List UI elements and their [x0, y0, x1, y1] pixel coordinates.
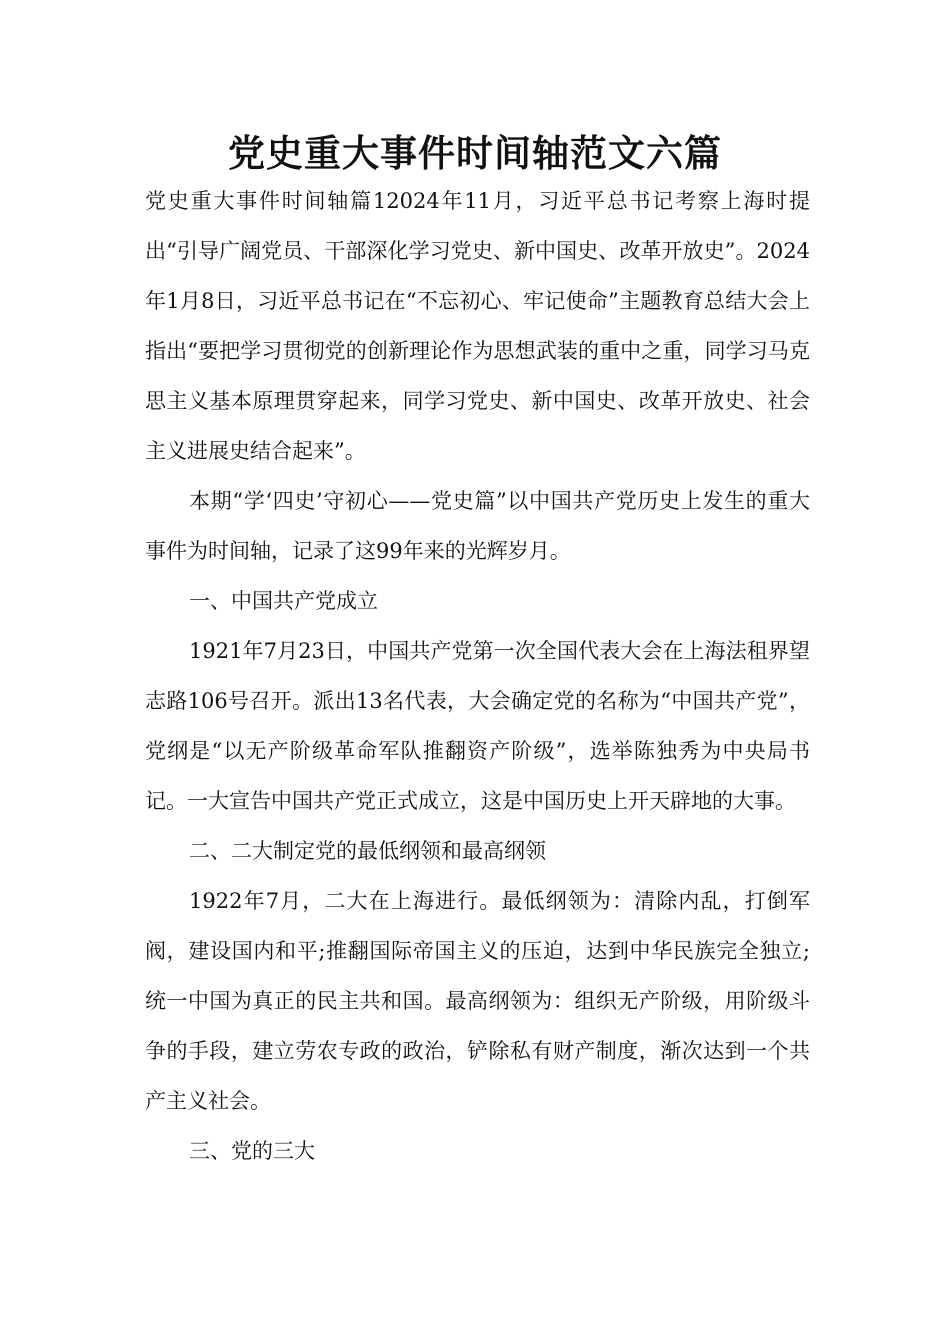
document-title: 党史重大事件时间轴范文六篇 [228, 132, 722, 175]
section-heading-1: 一、中国共产党成立 [189, 589, 378, 613]
paragraph-section-1: 1921年7月23日，中国共产党第一次全国代表大会在上海法租界望志路106号召开。派出13名代表，大会确定党的名称为“中国共产党”，党纲是“以无产阶级革命军队推翻资产阶级”，选举陈独秀为中央局书记。一大宣告中国共产党正式成立，这是中国历史上开天辟地的大事。 [145, 639, 810, 813]
paragraph-section-2: 1922年7月，二大在上海进行。最低纲领为：清除内乱，打倒军阀，建设国内和平;推翻国际帝国主义的压迫，达到中华民族完全独立;统一中国为真正的民主共和国。最高纲领为：组织无产阶级，用阶级斗争的手段，建立劳农专政的政治，铲除私有财产制度，渐次达到一个共产主义社会。 [145, 889, 810, 1113]
document-body [145, 176, 810, 1176]
section-heading-2: 二、二大制定党的最低纲领和最高纲领 [189, 839, 546, 863]
paragraph-issue-summary: 本期“学‘四史’守初心——党史篇”以中国共产党历史上发生的重大事件为时间轴，记录了这99年来的光辉岁月。 [145, 489, 810, 563]
paragraph-intro: 党史重大事件时间轴篇12024年11月，习近平总书记考察上海时提出“引导广阔党员、干部深化学习党史、新中国史、改革开放史”。2024年1月8日，习近平总书记在“不忘初心、牢记使命”主题教育总结大会上指出“要把学习贯彻党的创新理论作为思想武装的重中之重，同学习马克思主义基本原理贯穿起来，同学习党史、新中国史、改革开放史、社会主义进展史结合起来”。 [145, 189, 810, 463]
section-heading-3: 三、党的三大 [189, 1139, 315, 1163]
